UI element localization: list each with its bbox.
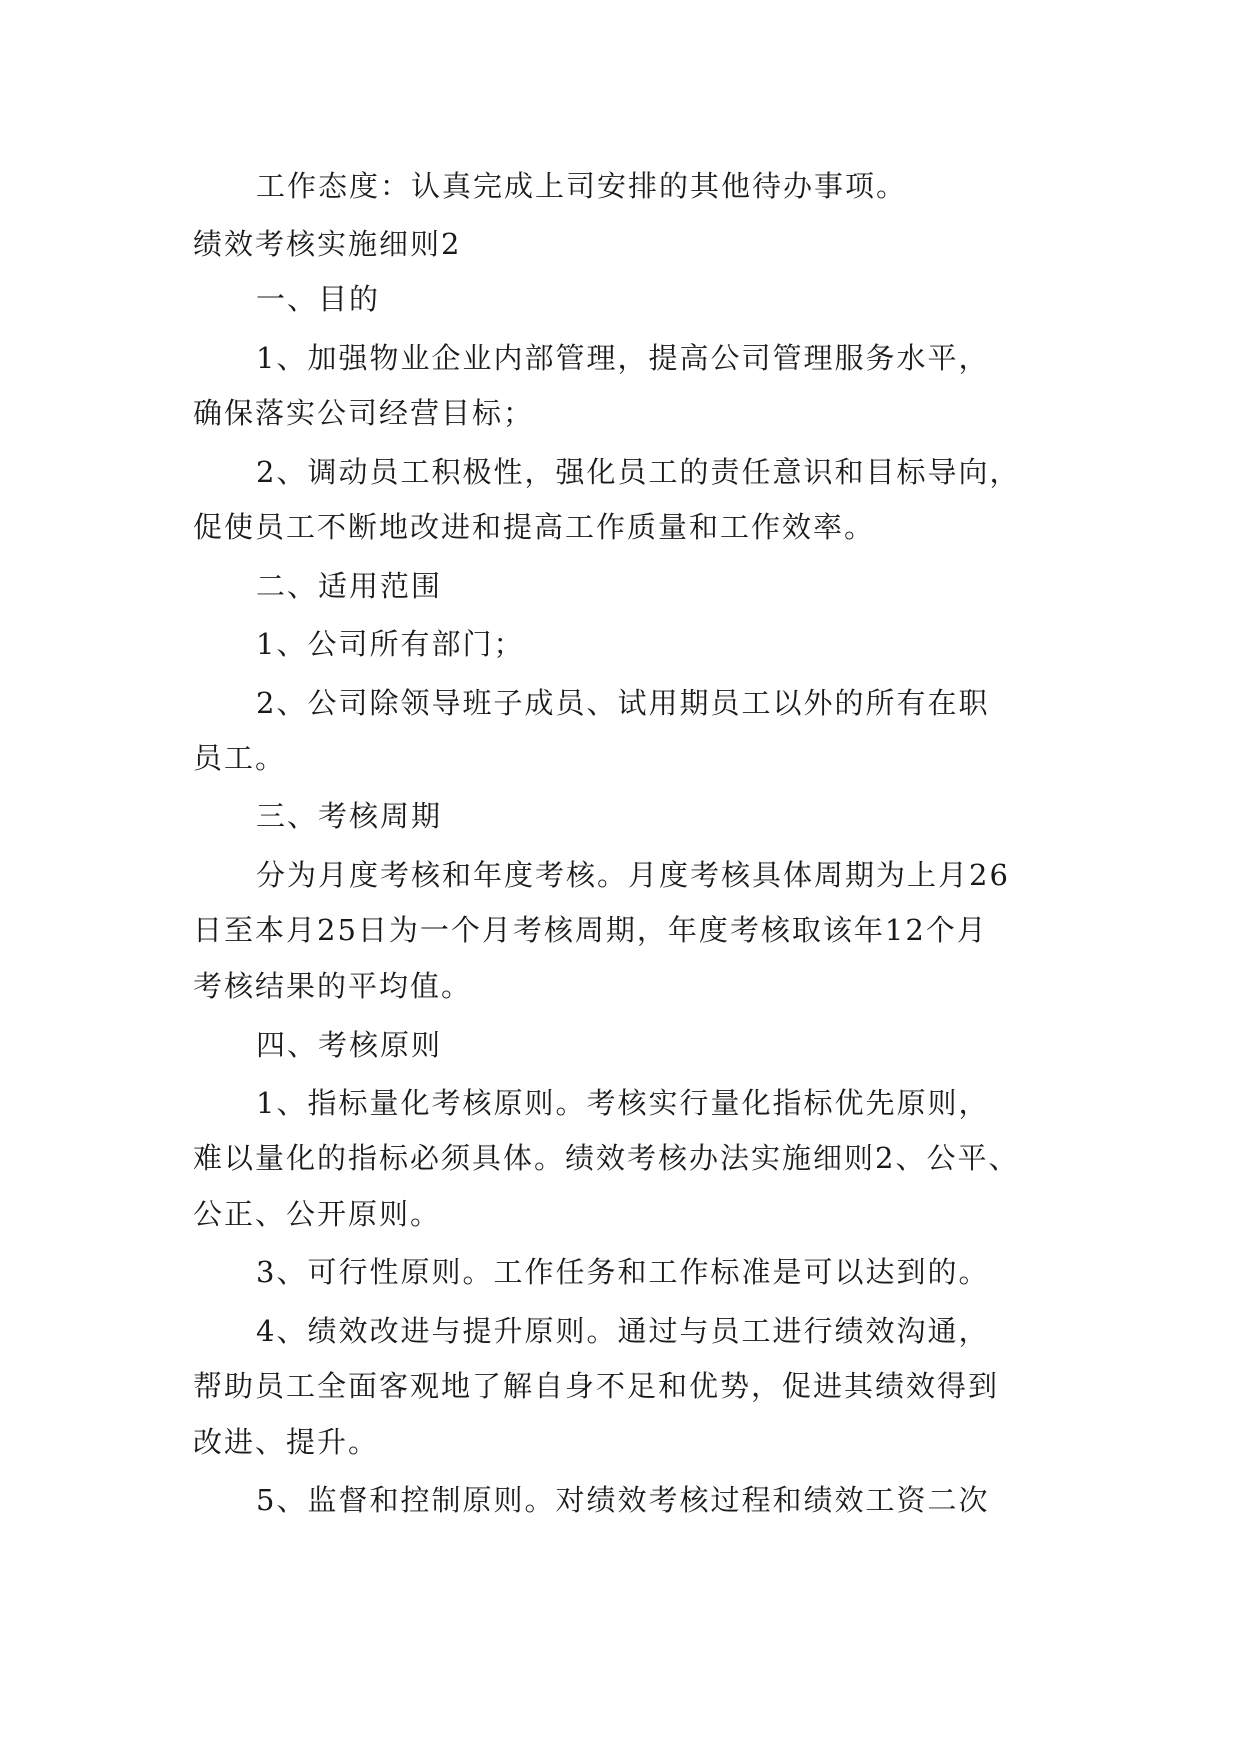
text-line: 1、公司所有部门； <box>256 627 525 661</box>
text-line: 日至本月25日为一个月考核周期，年度考核取该年12个月 <box>193 913 988 947</box>
section-heading: 绩效考核实施细则2 <box>193 227 462 261</box>
text-line: 改进、提升。 <box>193 1425 380 1459</box>
text-line: 2、公司除领导班子成员、试用期员工以外的所有在职 <box>256 686 990 720</box>
text-line: 1、加强物业企业内部管理，提高公司管理服务水平， <box>256 341 990 375</box>
text-line: 难以量化的指标必须具体。绩效考核办法实施细则2、公平、 <box>193 1141 1020 1175</box>
text-line: 工作态度：认真完成上司安排的其他待办事项。 <box>256 169 908 203</box>
text-line: 考核结果的平均值。 <box>193 969 473 1003</box>
section-heading: 三、考核周期 <box>256 799 443 833</box>
text-line: 确保落实公司经营目标； <box>193 396 535 430</box>
text-line: 1、指标量化考核原则。考核实行量化指标优先原则， <box>256 1086 990 1120</box>
text-line: 2、调动员工积极性，强化员工的责任意识和目标导向， <box>256 455 1021 489</box>
text-line: 促使员工不断地改进和提高工作质量和工作效率。 <box>193 510 876 544</box>
text-line: 分为月度考核和年度考核。月度考核具体周期为上月26 <box>256 858 1010 892</box>
section-heading: 四、考核原则 <box>256 1028 443 1062</box>
text-line: 帮助员工全面客观地了解自身不足和优势，促进其绩效得到 <box>193 1369 1000 1403</box>
text-line: 公正、公开原则。 <box>193 1197 442 1231</box>
text-line: 4、绩效改进与提升原则。通过与员工进行绩效沟通， <box>256 1314 990 1348</box>
section-heading: 二、适用范围 <box>256 569 443 603</box>
section-heading: 一、目的 <box>256 282 381 316</box>
text-line: 3、可行性原则。工作任务和工作标准是可以达到的。 <box>256 1255 990 1289</box>
text-line: 员工。 <box>193 741 287 775</box>
text-line: 5、监督和控制原则。对绩效考核过程和绩效工资二次 <box>256 1483 990 1517</box>
